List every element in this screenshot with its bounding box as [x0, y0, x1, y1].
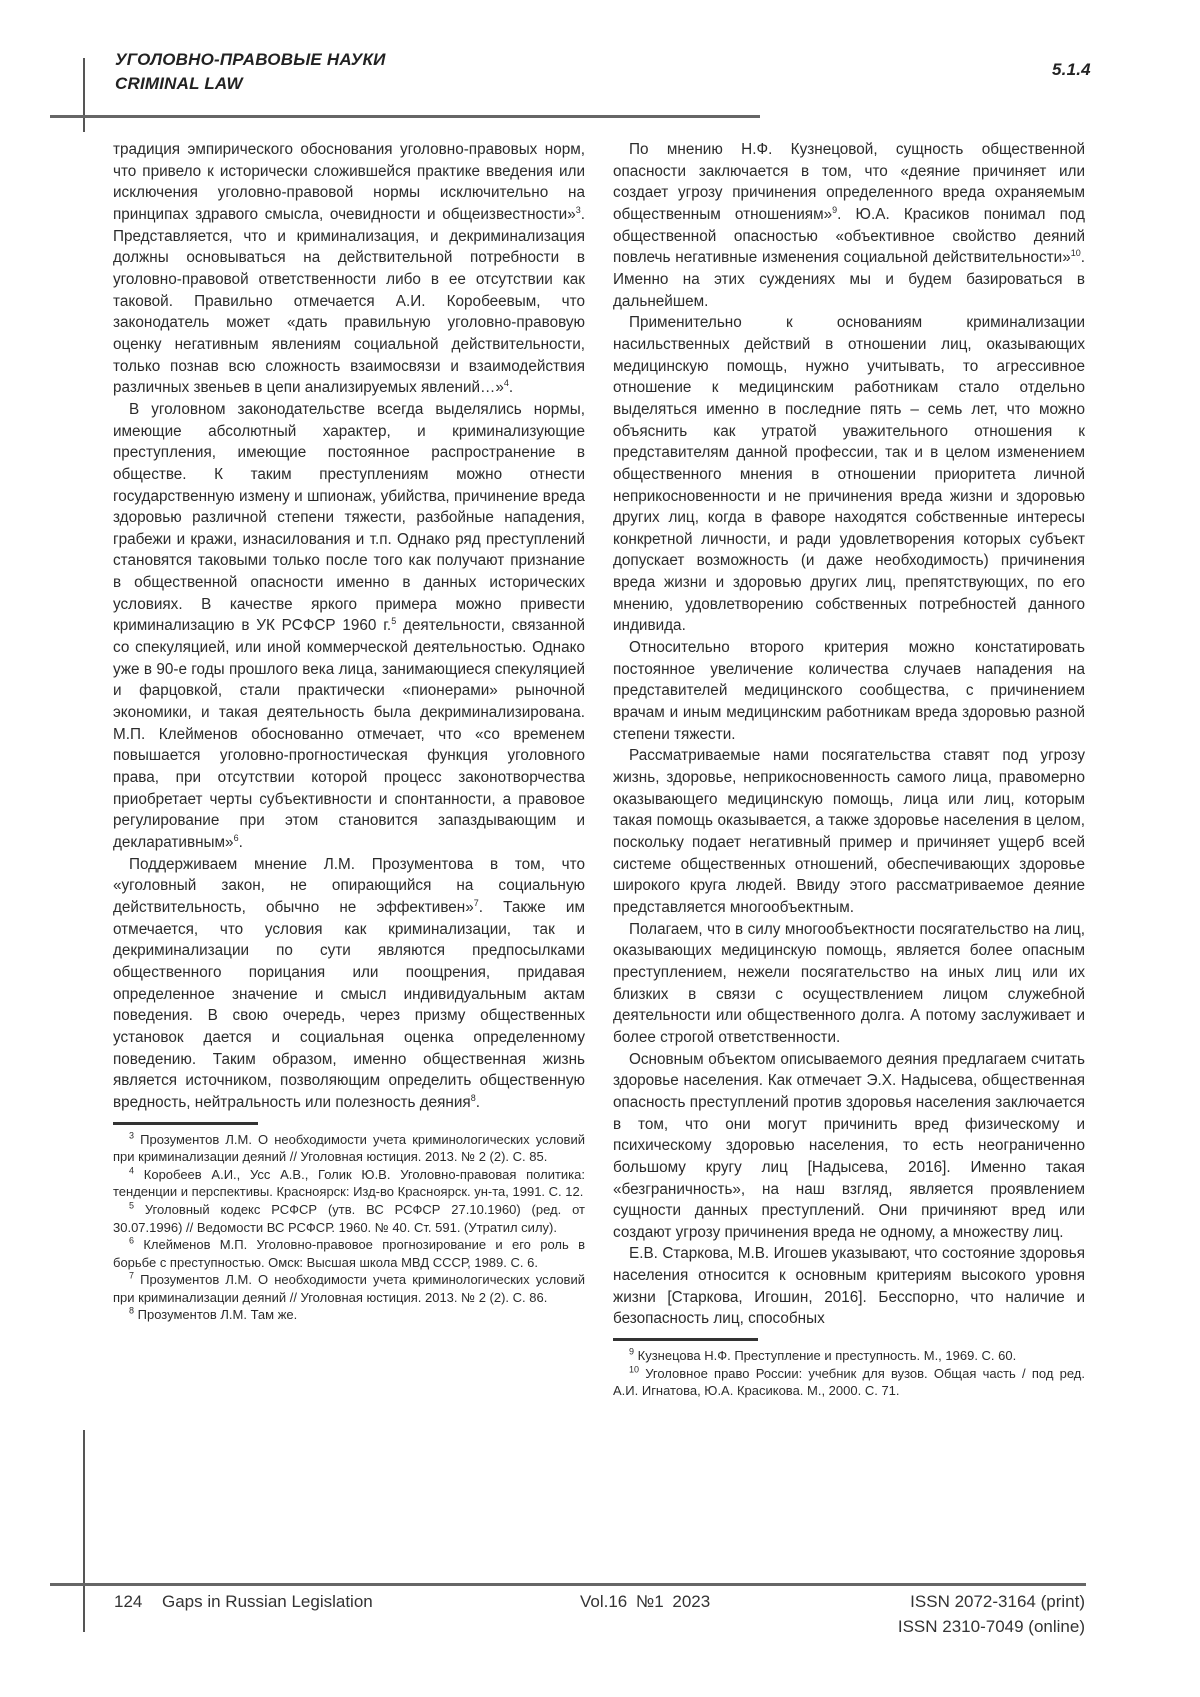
footnote: $^4$ Коробеев А.И., Усс А.В., Голик Ю.В. Уголовно-правовая политика: тенденции и перспективы. Красноярск: Изд-во Красноярск. ун-та, 1991. С. 12.: [113, 1165, 585, 1200]
body-paragraph: Поддерживаем мнение Л.М. Прозументова в том, что «уголовный закон, не опирающийся на социальную действительность, обычно не эффективен»$^7$. Также им отмечается, что условия как криминализации, так и декриминализации по сути являются предпосылками общественного порицания или поощрения, придавая определенное значение и смысл индивидуальным актам поведения. В свою очередь, через призму общественных установок дается и социальная оценка определенному поведению. Таким образом, именно общественная жизнь является источником, позволяющим определить общественную вредность, нейтральность или полезность деяния$^8$.: [113, 855, 585, 1111]
footnote: $^{10}$ Уголовное право России: учебник для вузов. Общая часть / под ред. А.И. Игнатова, Ю.А. Красикова. М., 2000. С. 71.: [613, 1364, 1085, 1399]
footnote: $^3$ Прозументов Л.М. О необходимости учета криминологических условий при криминализации деяний // Уголовная юстиция. 2013. № 2 (2). С. 85.: [113, 1130, 585, 1165]
section-code: 5.1.4: [1052, 60, 1091, 79]
footnote: $^9$ Кузнецова Н.Ф. Преступление и преступность. М., 1969. С. 60.: [629, 1346, 1017, 1364]
body-paragraph: Рассматриваемые нами посягательства ставят под угрозу жизнь, здоровье, неприкосновенность самого лица, правомерно оказывающего медицинскую помощь, лица или лиц, которым такая помощь оказывается, а также здоровье населения в целом, поскольку подает негативный пример и причиняет ущерб всей системе общественных отношений, обеспечивающих здоровье широкого круга людей. Ввиду этого рассматриваемое деяние представляется многообъектным.: [613, 747, 1085, 916]
footnote-ref[interactable]: 3: [575, 204, 581, 215]
issn-online: ISSN 2310-7049 (online): [897, 1617, 1085, 1636]
section-title-ru: УГОЛОВНО-ПРАВОВЫЕ НАУКИ: [115, 50, 386, 69]
footnotes-left: [113, 1131, 585, 1325]
body-paragraph: Применительно к основаниям криминализации насильственных действий в отношении лиц, оказывающих медицинскую помощь, нужно учитывать, то агрессивное отношение к медицинским работникам стало отдельно выделяться именно в последние пять – семь лет, что можно объяснить как утратой уважительного отношения к представителям данной профессии, так и в целом изменением общественного мнения в отношении приоритета личной неприкосновенности и не причинения вреда жизни и здоровью других лиц, когда в фаворе находятся собственные интересы конкретной личности, и ради удовлетворения которых субъект допускает возможность (и даже необходимость) причинения вреда жизни и здоровью других лиц, препятствующих, по его мнению, удовлетворению собственных потребностей данного индивида.: [613, 314, 1085, 635]
footnote-ref[interactable]: 10: [1070, 248, 1081, 259]
footnote: $^8$ Прозументов Л.М. Там же.: [129, 1306, 298, 1323]
body-paragraph: Е.В. Старкова, М.В. Игошев указывают, что состояние здоровья населения относится к основным критериям высокого уровня жизни [Старкова, Игошин, 2016]. Бесспорно, что наличие и безопасность лиц, способных: [613, 1245, 1085, 1328]
footnote-ref[interactable]: 6: [233, 832, 239, 843]
body-paragraph: По мнению Н.Ф. Кузнецовой, сущность общественной опасности заключается в том, что «деяние причиняет или создает угрозу причинения определенного вреда охраняемым общественным отношениям»$^9$. Ю.А. Красиков понимал под общественной опасностью «объективное свойство деяний повлечь негативные изменения социальной действительности»$^{10}$. Именно на этих суждениях мы и будем базироваться в дальнейшем.: [613, 141, 1085, 310]
body-paragraph: Относительно второго критерия можно констатировать постоянное увеличение количества случаев нападения на представителей медицинского сообщества, с причинением врачам и иным медицинским работникам вреда здоровью разной степени тяжести.: [613, 639, 1085, 743]
footnote: $^6$ Клейменов М.П. Уголовно-правовое прогнозирование и его роль в борьбе с преступностью. Омск: Высшая школа МВД СССР, 1989. С. 6.: [113, 1235, 585, 1270]
footnote: $^7$ Прозументов Л.М. О необходимости учета криминологических условий при криминализации деяний // Уголовная юстиция. 2013. № 2 (2). С. 86.: [113, 1270, 585, 1305]
footnote-ref[interactable]: 9: [832, 204, 838, 215]
footer-horizontal-rule: [50, 1583, 1086, 1586]
footnote-ref[interactable]: 8: [470, 1092, 476, 1103]
footnote-separator: [113, 1122, 258, 1125]
header-vertical-rule: [83, 58, 85, 132]
footer-vertical-rule: [83, 1430, 85, 1632]
footnote-ref[interactable]: 5: [391, 616, 397, 627]
footnote-separator: [613, 1338, 758, 1341]
body-paragraph: Полагаем, что в силу многообъектности посягательство на лиц, оказывающих медицинскую помощь, является более опасным преступлением, нежели посягательство на иных лиц или их близких в связи с осуществлением лицом служебной деятельности или общественного долга. А потому заслуживает и более строгой ответственности.: [613, 920, 1085, 1046]
footnotes-right: [613, 1347, 1085, 1400]
body-paragraph: традиция эмпирического обоснования уголовно-правовых норм, что привело к исторически сложившейся практике введения или исключения уголовно-правовой нормы исключительно на принципах здравого смысла, очевидности и общеизвестности»$^3$. Представляется, что и криминализация, и декриминализация должны основываться на действительной потребности в уголовно-правовой ответственности либо в ее отсутствии как таковой. Правильно отмечается А.И. Коробеевым, что законодатель может «дать правильную уголовно-правовую оценку негативным явлениям социальной действительности, только познав всю сложность взаимосвязи и взаимодействия различных звеньев в цепи анализируемых явлений…»$^4$.: [113, 141, 585, 397]
issue-info: Vol.16 №1 2023: [580, 1592, 711, 1611]
issn-print: ISSN 2072-3164 (print): [910, 1592, 1085, 1611]
left-column: [113, 139, 585, 1324]
footnote: $^5$ Уголовный кодекс РСФСР (утв. ВС РСФСР 27.10.1960) (ред. от 30.07.1996) // Ведомости ВС РСФСР. 1960. № 40. Ст. 591. (Утратил силу).: [113, 1200, 585, 1235]
right-column: [613, 139, 1085, 1400]
body-paragraph: В уголовном законодательстве всегда выделялись нормы, имеющие абсолютный характер, и криминализующие преступления, имеющие постоянное распространение в обществе. К таким преступлениям можно отнести государственную измену и шпионаж, убийства, причинение вреда здоровью различной степени тяжести, разбойные нападения, грабежи и кражи, изнасилования и т.п. Однако ряд преступлений становятся таковыми только после того как получают признание в общественной опасности именно в данных исторических условиях. В качестве яркого примера можно привести криминализацию в УК РСФСР 1960 г.$^5$ деятельности, связанной со спекуляцией, или иной коммерческой деятельностью. Однако уже в 90-е годы прошлого века лица, занимающиеся спекуляцией и фарцовкой, стали практически «пионерами» рыночной экономики, и такая деятельность была декриминализирована. М.П. Клейменов обоснованно отмечает, что «со временем повышается уголовно-прогностическая функция уголовного права, при отсутствии которой процесс законотворчества приобретает черты субъективности и спонтанности, а правовое регулирование при этом становится запаздывающим и декларативным»$^6$.: [113, 400, 585, 851]
journal-name: Gaps in Russian Legislation: [162, 1592, 373, 1611]
body-paragraph: Основным объектом описываемого деяния предлагаем считать здоровье населения. Как отмечает Э.Х. Надысева, общественная опасность преступлений против здоровья населения заключается в том, что они могут причинить вред физическому и психическому здоровью населения, то есть неограниченно большому кругу лиц [Надысева, 2016]. Именно такая «безграничность», на наш взгляд, является проявлением сущности данных преступлений. Они причиняют вред или создают угрозу причинения вреда не одному, а множеству лиц.: [613, 1050, 1085, 1241]
section-title-en: CRIMINAL LAW: [115, 74, 243, 93]
header-horizontal-rule: [50, 115, 760, 118]
footnote-ref[interactable]: 4: [503, 378, 509, 389]
footnote-ref[interactable]: 7: [473, 897, 479, 908]
page-number: 124: [114, 1592, 143, 1611]
